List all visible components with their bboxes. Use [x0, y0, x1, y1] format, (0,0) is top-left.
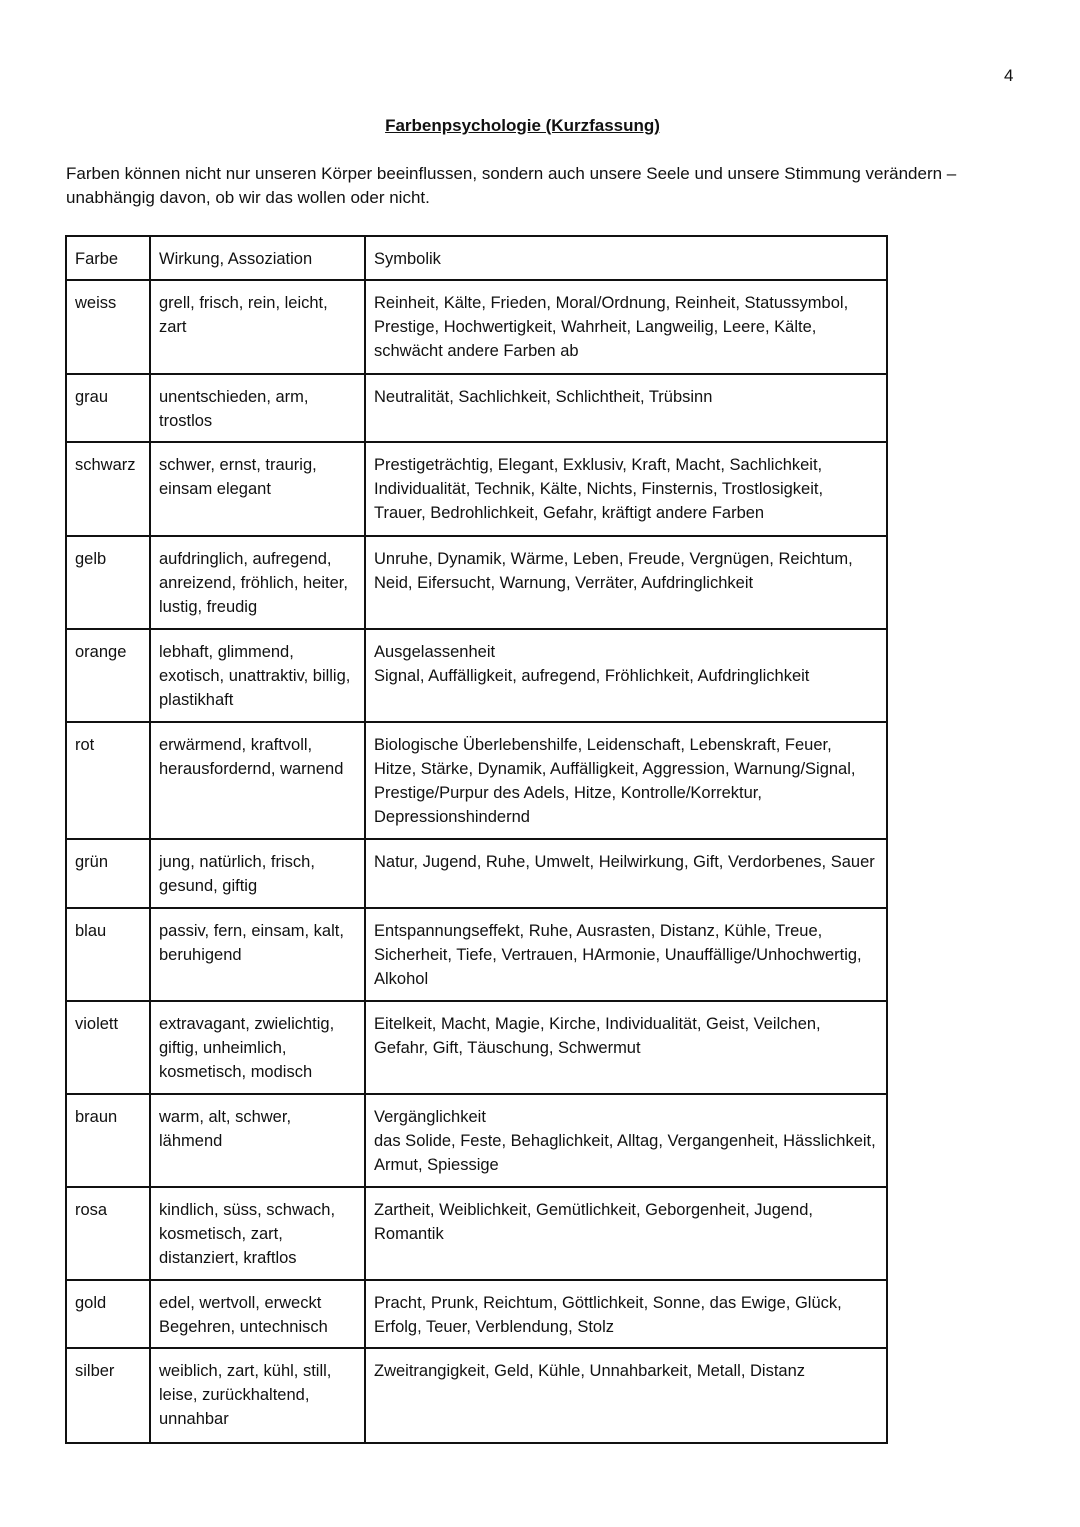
cell-symbolik: Unruhe, Dynamik, Wärme, Leben, Freude, Vergnügen, Reichtum, Neid, Eifersucht, Warnung, Verräter, Aufdringlichkeit: [365, 536, 887, 629]
cell-symbolik: Prestigeträchtig, Elegant, Exklusiv, Kraft, Macht, Sachlichkeit, Individualität, Technik, Kälte, Nichts, Finsternis, Trostlosigkeit, Trauer, Bedrohlichkeit, Gefahr, kräftigt andere Farben: [365, 442, 887, 536]
table-row: [66, 1187, 887, 1280]
cell-farbe: orange: [66, 629, 150, 722]
cell-symbolik: Biologische Überlebenshilfe, Leidenschaft, Lebenskraft, Feuer, Hitze, Stärke, Dynamik, Auffälligkeit, Aggression, Warnung/Signal, Prestige/Purpur des Adels, Hitze, Kontrolle/Korrektur, Depressionshindernd: [365, 722, 887, 839]
cell-farbe: blau: [66, 908, 150, 1001]
cell-wirkung: aufdringlich, aufregend, anreizend, fröhlich, heiter, lustig, freudig: [150, 536, 365, 629]
table-row: [66, 1348, 887, 1443]
cell-farbe: gold: [66, 1280, 150, 1348]
color-psychology-table: [65, 235, 888, 1444]
intro-paragraph: Farben können nicht nur unseren Körper beeinflussen, sondern auch unsere Seele und unsere Stimmung verändern – unabhängig davon, ob wir das wollen oder nicht.: [66, 164, 957, 207]
table-row: [66, 280, 887, 374]
cell-farbe: violett: [66, 1001, 150, 1094]
cell-wirkung: weiblich, zart, kühl, still, leise, zurückhaltend, unnahbar: [150, 1348, 365, 1443]
cell-wirkung: erwärmend, kraftvoll, herausfordernd, warnend: [150, 722, 365, 839]
table-row: [66, 442, 887, 536]
cell-wirkung: unentschieden, arm, trostlos: [150, 374, 365, 442]
table-row: [66, 1280, 887, 1348]
cell-symbolik: Entspannungseffekt, Ruhe, Ausrasten, Distanz, Kühle, Treue, Sicherheit, Tiefe, Vertrauen, HArmonie, Unauffällige/Unhochwertig, Alkohol: [365, 908, 887, 1001]
cell-farbe: rosa: [66, 1187, 150, 1280]
cell-symbolik: Zartheit, Weiblichkeit, Gemütlichkeit, Geborgenheit, Jugend, Romantik: [365, 1187, 887, 1280]
cell-farbe: gelb: [66, 536, 150, 629]
table-row: [66, 536, 887, 629]
cell-symbolik: Neutralität, Sachlichkeit, Schlichtheit, Trübsinn: [365, 374, 887, 442]
cell-symbolik: Ausgelassenheit Signal, Auffälligkeit, aufregend, Fröhlichkeit, Aufdringlichkeit: [365, 629, 887, 722]
cell-wirkung: schwer, ernst, traurig, einsam elegant: [150, 442, 365, 536]
cell-wirkung: warm, alt, schwer, lähmend: [150, 1094, 365, 1187]
cell-wirkung: edel, wertvoll, erweckt Begehren, untechnisch: [150, 1280, 365, 1348]
cell-farbe: schwarz: [66, 442, 150, 536]
cell-symbolik: Eitelkeit, Macht, Magie, Kirche, Individualität, Geist, Veilchen, Gefahr, Gift, Täuschung, Schwermut: [365, 1001, 887, 1094]
table-row: [66, 839, 887, 908]
table-row: [66, 908, 887, 1001]
cell-symbolik: Zweitrangigkeit, Geld, Kühle, Unnahbarkeit, Metall, Distanz: [365, 1348, 887, 1443]
header-wirkung: Wirkung, Assoziation: [150, 236, 365, 280]
page-number: 4: [1004, 66, 1014, 85]
cell-farbe: rot: [66, 722, 150, 839]
cell-symbolik: Reinheit, Kälte, Frieden, Moral/Ordnung, Reinheit, Statussymbol, Prestige, Hochwertigkeit, Wahrheit, Langweilig, Leere, Kälte, schwächt andere Farben ab: [365, 280, 887, 374]
header-farbe: Farbe: [66, 236, 150, 280]
table-row: [66, 1001, 887, 1094]
cell-wirkung: lebhaft, glimmend, exotisch, unattraktiv, billig, plastikhaft: [150, 629, 365, 722]
cell-farbe: weiss: [66, 280, 150, 374]
header-symbolik: Symbolik: [365, 236, 887, 280]
cell-wirkung: jung, natürlich, frisch, gesund, giftig: [150, 839, 365, 908]
cell-wirkung: kindlich, süss, schwach, kosmetisch, zart, distanziert, kraftlos: [150, 1187, 365, 1280]
table-row: [66, 374, 887, 442]
cell-farbe: braun: [66, 1094, 150, 1187]
cell-symbolik: Pracht, Prunk, Reichtum, Göttlichkeit, Sonne, das Ewige, Glück, Erfolg, Teuer, Verblendung, Stolz: [365, 1280, 887, 1348]
cell-wirkung: passiv, fern, einsam, kalt, beruhigend: [150, 908, 365, 1001]
page-title: Farbenpsychologie (Kurzfassung): [385, 116, 660, 135]
cell-farbe: silber: [66, 1348, 150, 1443]
cell-farbe: grau: [66, 374, 150, 442]
cell-symbolik: Natur, Jugend, Ruhe, Umwelt, Heilwirkung, Gift, Verdorbenes, Sauer: [365, 839, 887, 908]
cell-wirkung: grell, frisch, rein, leicht, zart: [150, 280, 365, 374]
cell-farbe: grün: [66, 839, 150, 908]
cell-symbolik: Vergänglichkeit das Solide, Feste, Behaglichkeit, Alltag, Vergangenheit, Hässlichkeit, Armut, Spiessige: [365, 1094, 887, 1187]
cell-wirkung: extravagant, zwielichtig, giftig, unheimlich, kosmetisch, modisch: [150, 1001, 365, 1094]
table-header-row: [66, 236, 887, 280]
table-row: [66, 1094, 887, 1187]
table-row: [66, 722, 887, 839]
table-row: [66, 629, 887, 722]
